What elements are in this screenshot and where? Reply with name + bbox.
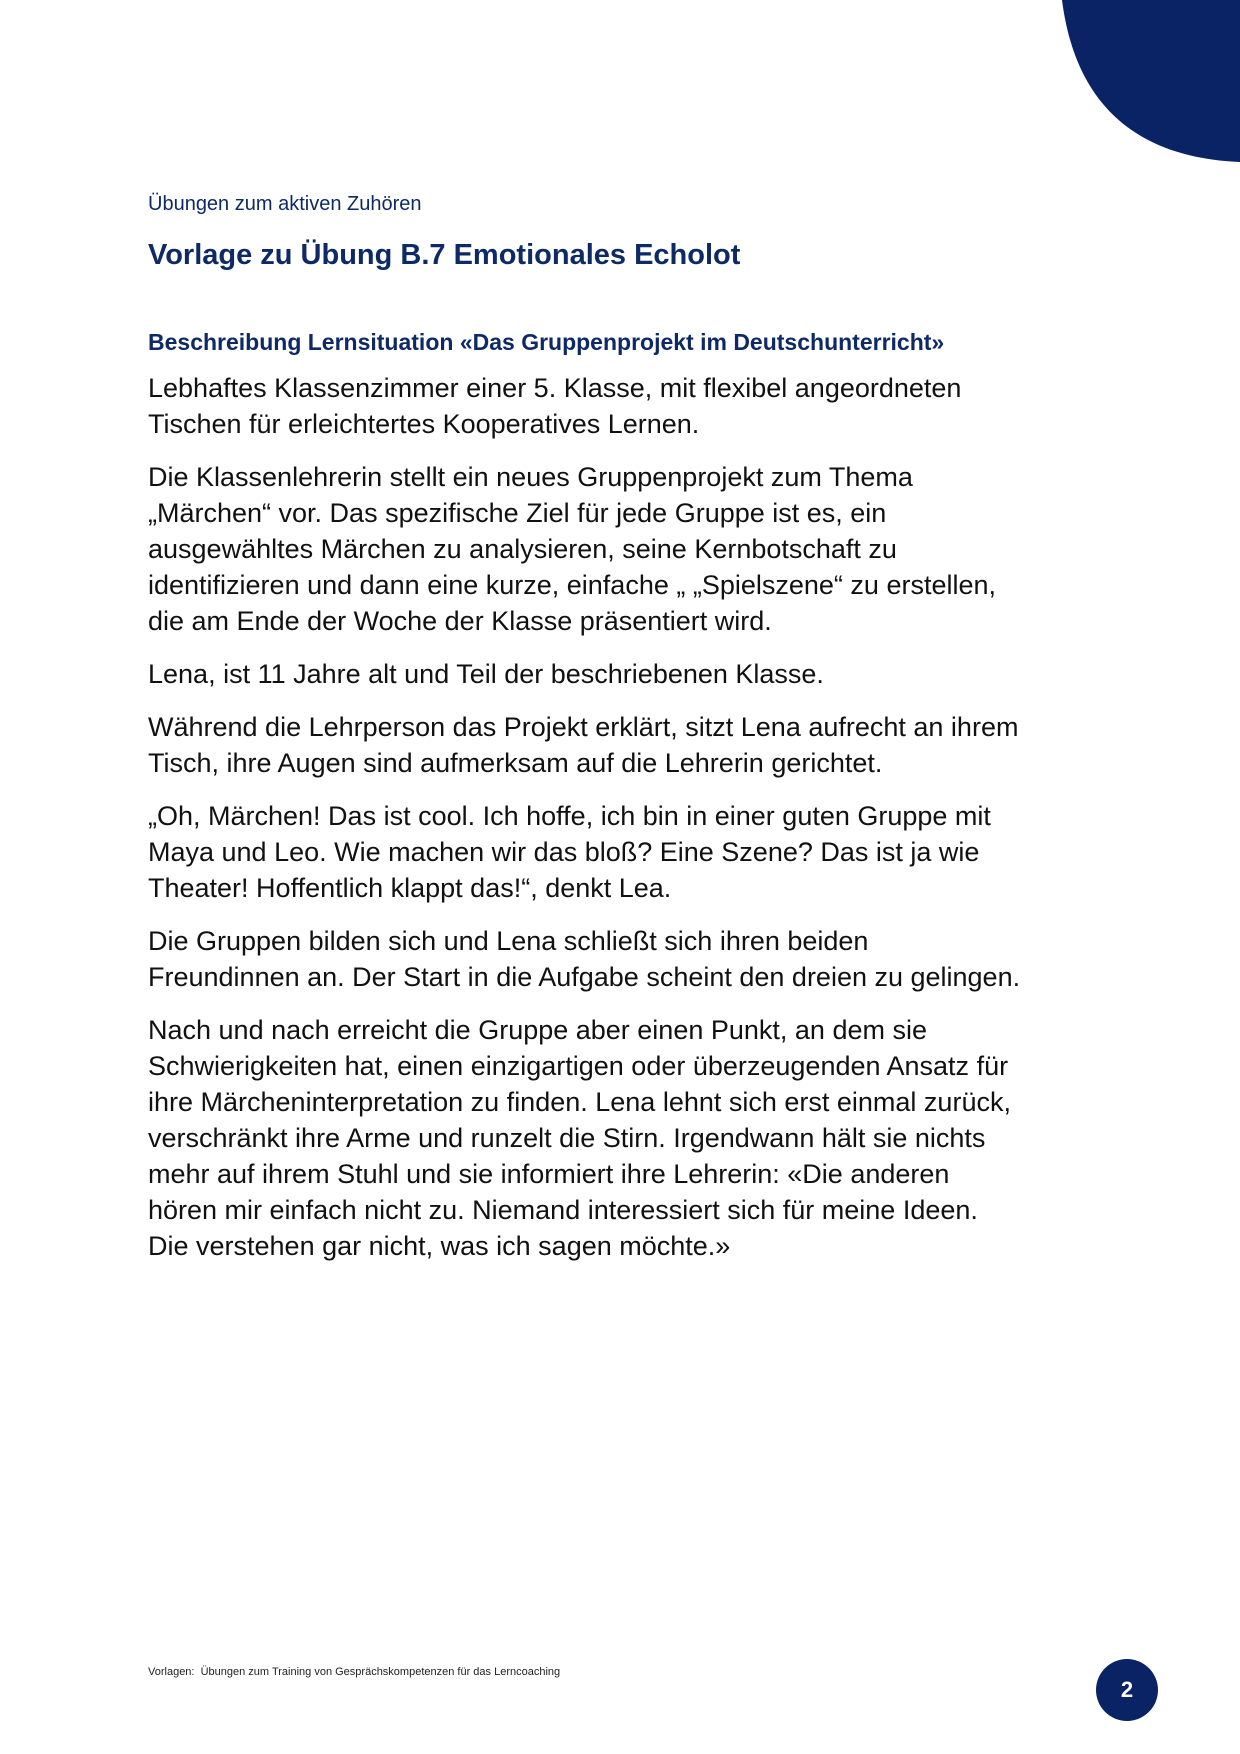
page-number: 2 bbox=[1120, 1677, 1134, 1702]
corner-decoration-shape bbox=[1062, 0, 1240, 162]
paragraph-project: Die Klassenlehrerin stellt ein neues Gruppenprojekt zum Thema „Märchen“ vor. Das spezifische Ziel für jede Gruppe ist es, ein ausgewähltes Märchen zu analysieren, seine Kernbotschaft zu identifizieren und dann eine kurze, einfache „ „Spielszene“ zu erstellen, die am Ende der Woche der Klasse präsentiert wird. bbox=[148, 462, 996, 636]
section-label: Übungen zum aktiven Zuhören bbox=[148, 193, 422, 215]
paragraph-lena-intro: Lena, ist 11 Jahre alt und Teil der beschriebenen Klasse. bbox=[148, 659, 824, 689]
paragraph-lena-thoughts: „Oh, Märchen! Das ist cool. Ich hoffe, ich bin in einer guten Gruppe mit Maya und Leo. Wie machen wir das bloß? Eine Szene? Das ist ja wie Theater! Hoffentlich klappt das!“, denkt Lea. bbox=[148, 801, 991, 903]
paragraph-lena-attention: Während die Lehrperson das Projekt erklärt, sitzt Lena aufrecht an ihrem Tisch, ihre Augen sind aufmerksam auf die Lehrerin gerichtet. bbox=[148, 712, 1019, 778]
document-content bbox=[148, 190, 1108, 1264]
paragraph-difficulties: Nach und nach erreicht die Gruppe aber einen Punkt, an dem sie Schwierigkeiten hat, einen einzigartigen oder überzeugenden Ansatz für ihre Märcheninterpretation zu finden. Lena lehnt sich erst einmal zurück, verschränkt ihre Arme und runzelt die Stirn. Irgendwann hält sie nichts mehr auf ihrem Stuhl und sie informiert ihre Lehrerin: «Die anderen hören mir einfach nicht zu. Niemand interessiert sich für meine Ideen. Die verstehen gar nicht, was ich sagen möchte.» bbox=[148, 1015, 1011, 1261]
page-number-badge bbox=[1096, 1659, 1158, 1721]
situation-heading: Beschreibung Lernsituation «Das Gruppenprojekt im Deutschunterricht» bbox=[148, 329, 945, 355]
page-title: Vorlage zu Übung B.7 Emotionales Echolot bbox=[148, 239, 741, 271]
paragraph-classroom: Lebhaftes Klassenzimmer einer 5. Klasse, mit flexibel angeordneten Tischen für erleichtertes Kooperatives Lernen. bbox=[148, 373, 962, 439]
paragraph-groups: Die Gruppen bilden sich und Lena schließt sich ihren beiden Freundinnen an. Der Start in die Aufgabe scheint den dreien zu gelingen. bbox=[148, 926, 1021, 992]
footer-text: Vorlagen: Übungen zum Training von Gesprächskompetenzen für das Lerncoaching bbox=[148, 1666, 561, 1678]
